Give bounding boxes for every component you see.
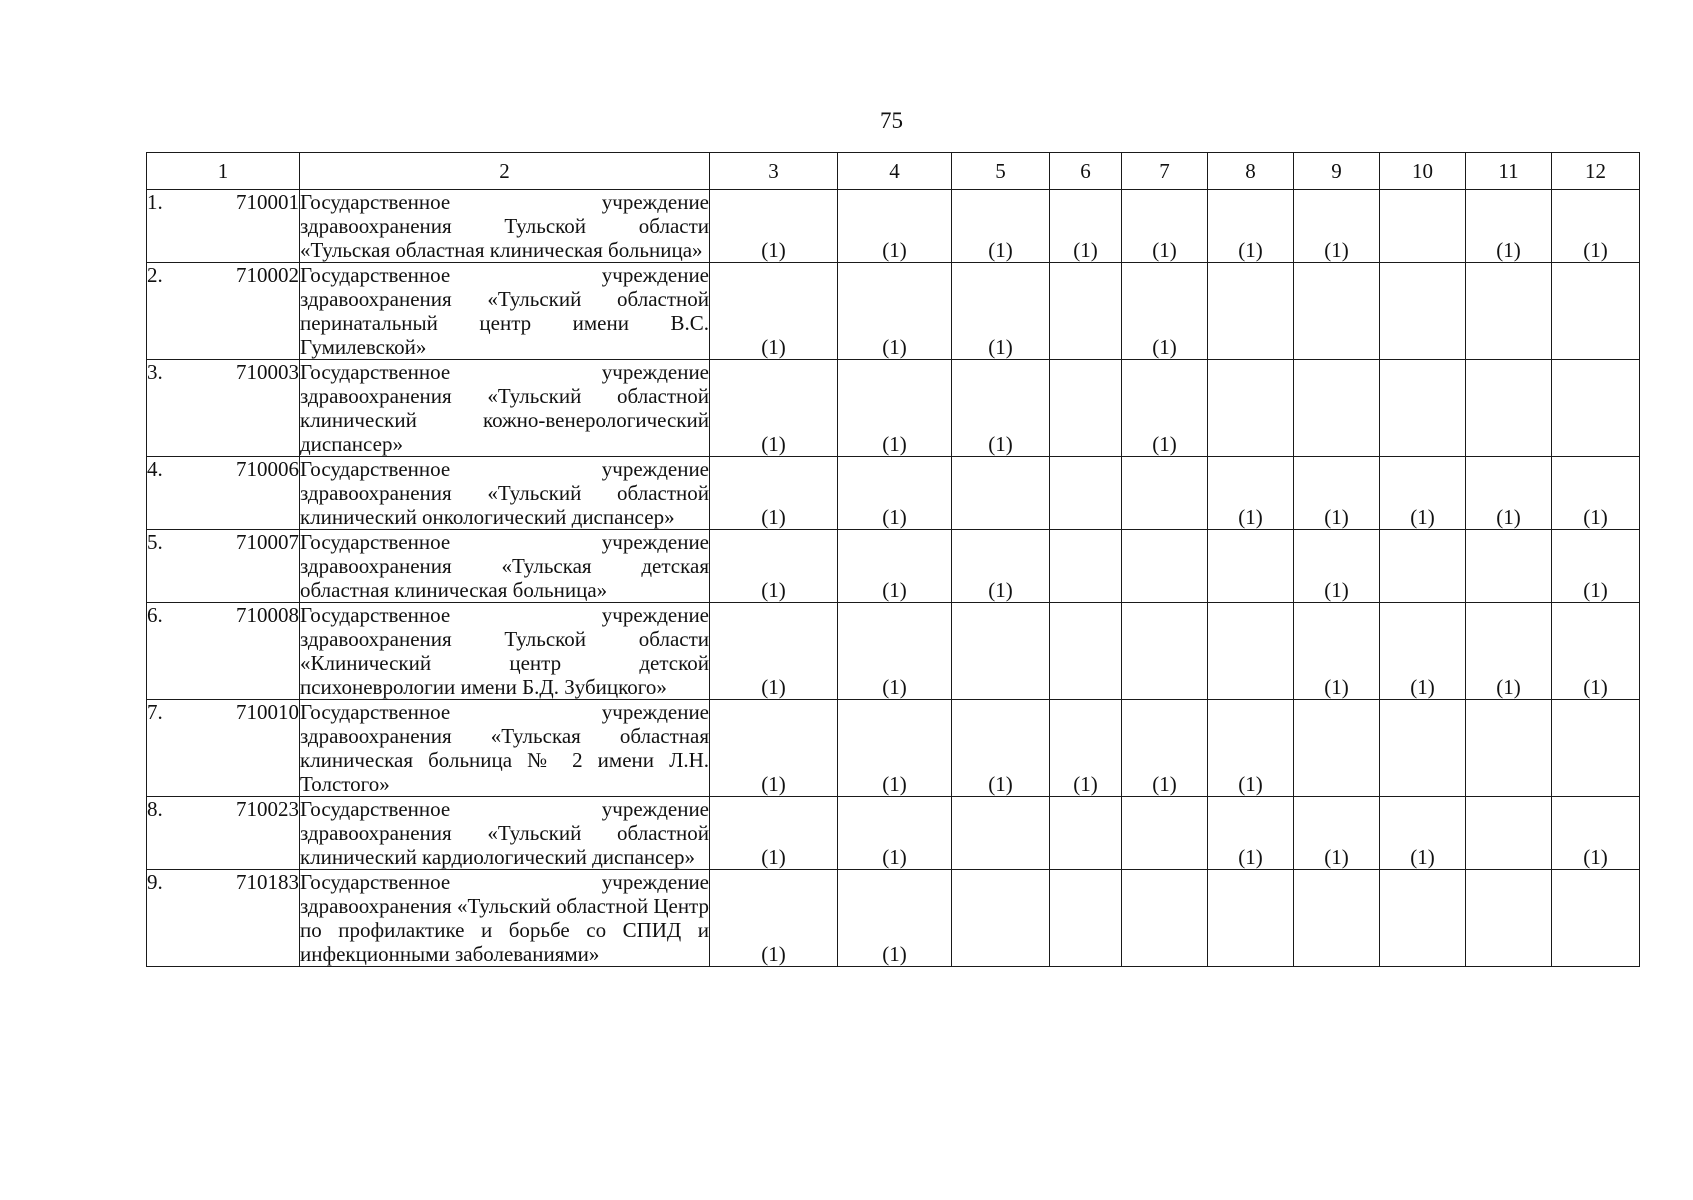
- institution-code: 710008: [236, 603, 299, 627]
- mark-cell-col-8: [1208, 263, 1294, 360]
- mark-cell-col-6: [1050, 360, 1122, 457]
- column-header-10: 10: [1380, 153, 1466, 190]
- mark-cell-col-7: (1): [1122, 700, 1208, 797]
- mark-cell-col-4: (1): [838, 603, 952, 700]
- mark-cell-col-9: (1): [1294, 530, 1380, 603]
- institution-code: 710003: [236, 360, 299, 384]
- mark-cell-col-5: [952, 797, 1050, 870]
- mark-cell-col-5: (1): [952, 263, 1050, 360]
- mark-cell-col-4: (1): [838, 190, 952, 263]
- column-header-11: 11: [1466, 153, 1552, 190]
- mark-cell-col-8: [1208, 603, 1294, 700]
- mark-cell-col-3: (1): [710, 530, 838, 603]
- mark-cell-col-8: [1208, 360, 1294, 457]
- mark-cell-col-8: (1): [1208, 457, 1294, 530]
- institution-name: Государственное учреждение здравоохранения «Тульский областной клинический онкологический диспансер»: [300, 457, 709, 529]
- table-body: [147, 190, 1640, 967]
- mark-cell-col-9: (1): [1294, 603, 1380, 700]
- institution-name: Государственное учреждение здравоохранения Тульской области «Тульская областная клиническая больница»: [300, 190, 709, 262]
- institution-name: Государственное учреждение здравоохранения «Тульская детская областная клиническая больница»: [300, 530, 709, 602]
- mark-cell-col-9: (1): [1294, 190, 1380, 263]
- institution-code: 710001: [236, 190, 299, 214]
- row-number-cell: [147, 263, 300, 360]
- mark-cell-col-3: (1): [710, 360, 838, 457]
- mark-cell-col-5: (1): [952, 190, 1050, 263]
- mark-cell-col-12: [1552, 360, 1640, 457]
- page-number: 75: [880, 108, 903, 133]
- table-row: [147, 797, 1640, 870]
- mark-cell-col-12: (1): [1552, 797, 1640, 870]
- mark-cell-col-3: (1): [710, 603, 838, 700]
- mark-cell-col-12: (1): [1552, 530, 1640, 603]
- institution-code: 710023: [236, 797, 299, 821]
- mark-cell-col-10: (1): [1380, 603, 1466, 700]
- mark-cell-col-8: (1): [1208, 700, 1294, 797]
- row-number-cell: [147, 457, 300, 530]
- column-header-2: 2: [300, 153, 710, 190]
- row-number-cell: [147, 603, 300, 700]
- row-index: 3.: [147, 360, 163, 384]
- mark-cell-col-9: (1): [1294, 797, 1380, 870]
- table-row: [147, 360, 1640, 457]
- mark-cell-col-9: [1294, 870, 1380, 967]
- mark-cell-col-9: [1294, 360, 1380, 457]
- row-index: 2.: [147, 263, 163, 287]
- mark-cell-col-4: (1): [838, 700, 952, 797]
- column-header-5: 5: [952, 153, 1050, 190]
- mark-cell-col-7: [1122, 797, 1208, 870]
- mark-cell-col-7: (1): [1122, 360, 1208, 457]
- mark-cell-col-4: (1): [838, 797, 952, 870]
- column-header-8: 8: [1208, 153, 1294, 190]
- mark-cell-col-3: (1): [710, 797, 838, 870]
- row-index: 5.: [147, 530, 163, 554]
- mark-cell-col-7: [1122, 870, 1208, 967]
- table-row: [147, 700, 1640, 797]
- mark-cell-col-6: [1050, 263, 1122, 360]
- registry-table: [146, 152, 1640, 967]
- mark-cell-col-11: [1466, 263, 1552, 360]
- mark-cell-col-10: [1380, 700, 1466, 797]
- mark-cell-col-12: [1552, 870, 1640, 967]
- mark-cell-col-11: [1466, 797, 1552, 870]
- institution-code: 710007: [236, 530, 299, 554]
- institution-code: 710010: [236, 700, 299, 724]
- mark-cell-col-4: (1): [838, 530, 952, 603]
- table-row: [147, 530, 1640, 603]
- mark-cell-col-11: [1466, 530, 1552, 603]
- mark-cell-col-12: (1): [1552, 457, 1640, 530]
- mark-cell-col-7: (1): [1122, 190, 1208, 263]
- mark-cell-col-6: [1050, 870, 1122, 967]
- mark-cell-col-11: [1466, 360, 1552, 457]
- column-header-1: 1: [147, 153, 300, 190]
- mark-cell-col-4: (1): [838, 457, 952, 530]
- institution-code: 710002: [236, 263, 299, 287]
- mark-cell-col-5: [952, 870, 1050, 967]
- row-index: 8.: [147, 797, 163, 821]
- row-number-cell: [147, 190, 300, 263]
- mark-cell-col-6: (1): [1050, 190, 1122, 263]
- row-number-cell: [147, 700, 300, 797]
- column-header-4: 4: [838, 153, 952, 190]
- mark-cell-col-3: (1): [710, 700, 838, 797]
- mark-cell-col-5: [952, 457, 1050, 530]
- mark-cell-col-5: [952, 603, 1050, 700]
- mark-cell-col-10: [1380, 190, 1466, 263]
- mark-cell-col-7: (1): [1122, 263, 1208, 360]
- column-header-6: 6: [1050, 153, 1122, 190]
- mark-cell-col-8: [1208, 870, 1294, 967]
- mark-cell-col-11: (1): [1466, 457, 1552, 530]
- mark-cell-col-6: [1050, 603, 1122, 700]
- mark-cell-col-4: (1): [838, 263, 952, 360]
- mark-cell-col-7: [1122, 457, 1208, 530]
- mark-cell-col-12: [1552, 700, 1640, 797]
- institution-code: 710183: [236, 870, 299, 894]
- mark-cell-col-11: [1466, 870, 1552, 967]
- mark-cell-col-8: (1): [1208, 797, 1294, 870]
- mark-cell-col-6: [1050, 457, 1122, 530]
- mark-cell-col-4: (1): [838, 360, 952, 457]
- mark-cell-col-10: [1380, 360, 1466, 457]
- mark-cell-col-11: (1): [1466, 603, 1552, 700]
- table-row: [147, 457, 1640, 530]
- mark-cell-col-9: [1294, 700, 1380, 797]
- mark-cell-col-6: [1050, 530, 1122, 603]
- mark-cell-col-10: (1): [1380, 457, 1466, 530]
- table-row: [147, 870, 1640, 967]
- mark-cell-col-11: [1466, 700, 1552, 797]
- row-number-cell: [147, 870, 300, 967]
- mark-cell-col-6: [1050, 797, 1122, 870]
- mark-cell-col-9: [1294, 263, 1380, 360]
- mark-cell-col-10: [1380, 263, 1466, 360]
- mark-cell-col-3: (1): [710, 870, 838, 967]
- column-header-9: 9: [1294, 153, 1380, 190]
- row-index: 1.: [147, 190, 163, 214]
- mark-cell-col-7: [1122, 603, 1208, 700]
- institution-name: Государственное учреждение здравоохранения «Тульский областной Центр по профилактике и борьбе со СПИД и инфекционными заболеваниями»: [300, 870, 709, 966]
- institution-name: Государственное учреждение здравоохранения «Тульский областной перинатальный центр имени В.С. Гумилевской»: [300, 263, 709, 359]
- institution-name: Государственное учреждение здравоохранения «Тульский областной клинический кожно-венерологический диспансер»: [300, 360, 709, 456]
- table-row: [147, 603, 1640, 700]
- mark-cell-col-9: (1): [1294, 457, 1380, 530]
- mark-cell-col-7: [1122, 530, 1208, 603]
- mark-cell-col-10: (1): [1380, 797, 1466, 870]
- mark-cell-col-12: (1): [1552, 190, 1640, 263]
- mark-cell-col-5: (1): [952, 530, 1050, 603]
- header-row: [147, 153, 1640, 190]
- row-index: 6.: [147, 603, 163, 627]
- mark-cell-col-3: (1): [710, 457, 838, 530]
- institution-code: 710006: [236, 457, 299, 481]
- mark-cell-col-5: (1): [952, 700, 1050, 797]
- table-row: [147, 190, 1640, 263]
- mark-cell-col-4: (1): [838, 870, 952, 967]
- row-index: 9.: [147, 870, 163, 894]
- mark-cell-col-3: (1): [710, 263, 838, 360]
- mark-cell-col-8: [1208, 530, 1294, 603]
- mark-cell-col-12: [1552, 263, 1640, 360]
- row-index: 7.: [147, 700, 163, 724]
- row-index: 4.: [147, 457, 163, 481]
- mark-cell-col-11: (1): [1466, 190, 1552, 263]
- row-number-cell: [147, 360, 300, 457]
- column-header-7: 7: [1122, 153, 1208, 190]
- mark-cell-col-6: (1): [1050, 700, 1122, 797]
- institution-name: Государственное учреждение здравоохранения «Тульская областная клиническая больница № 2 имени Л.Н. Толстого»: [300, 700, 709, 796]
- mark-cell-col-12: (1): [1552, 603, 1640, 700]
- mark-cell-col-8: (1): [1208, 190, 1294, 263]
- row-number-cell: [147, 797, 300, 870]
- column-header-3: 3: [710, 153, 838, 190]
- institution-name: Государственное учреждение здравоохранения Тульской области «Клинический центр детской психоневрологии имени Б.Д. Зубицкого»: [300, 603, 709, 699]
- mark-cell-col-10: [1380, 870, 1466, 967]
- table-row: [147, 263, 1640, 360]
- mark-cell-col-10: [1380, 530, 1466, 603]
- mark-cell-col-5: (1): [952, 360, 1050, 457]
- institution-name: Государственное учреждение здравоохранения «Тульский областной клинический кардиологический диспансер»: [300, 797, 709, 869]
- row-number-cell: [147, 530, 300, 603]
- column-header-12: 12: [1552, 153, 1640, 190]
- mark-cell-col-3: (1): [710, 190, 838, 263]
